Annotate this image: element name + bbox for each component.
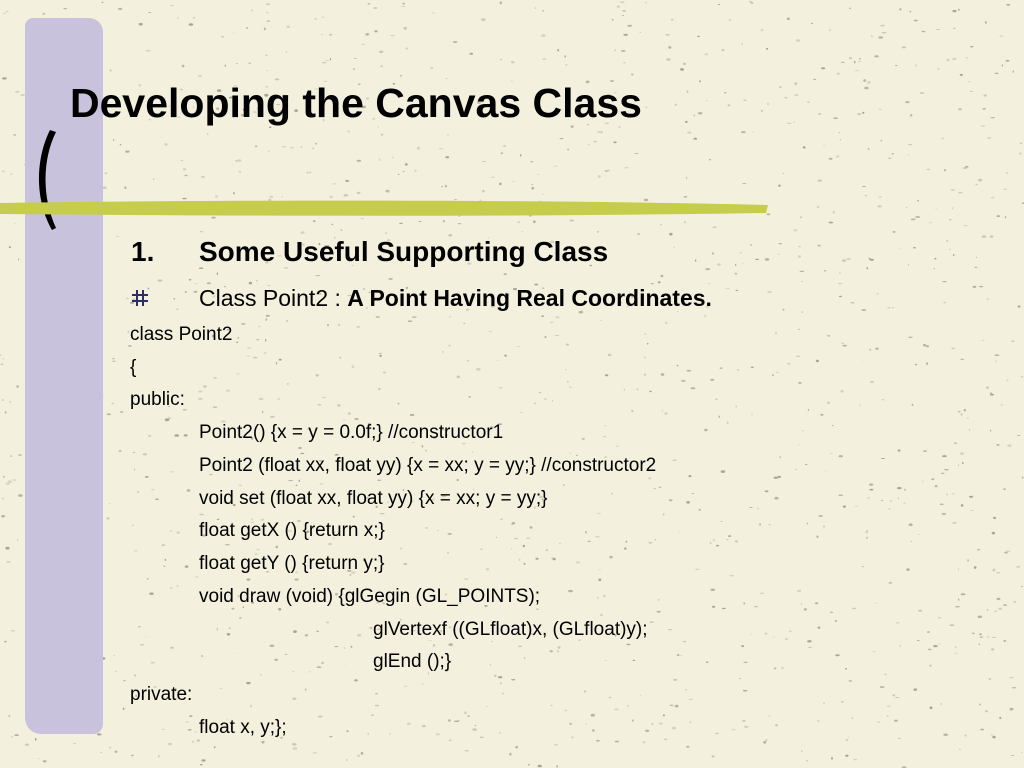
code-line: void set (float xx, float yy) {x = xx; y = yy;} — [199, 488, 548, 509]
code-line: public: — [130, 389, 185, 410]
heading-text: Some Useful Supporting Class — [199, 236, 609, 267]
code-line: { — [130, 357, 137, 378]
code-line: float getY () {return y;} — [199, 553, 385, 574]
checkered-bullet-icon — [131, 289, 149, 307]
code-line: float x, y;}; — [199, 717, 287, 738]
slide-title: Developing the Canvas Class — [70, 80, 642, 126]
green-divider-stroke — [0, 196, 770, 220]
heading-number: 1. — [131, 236, 155, 267]
code-line: void draw (void) {glGegin (GL_POINTS); — [199, 586, 541, 607]
bullet-prefix: Class Point2 : — [199, 285, 348, 311]
code-line: private: — [130, 684, 193, 705]
code-line: class Point2 — [130, 324, 233, 345]
code-line: glVertexf ((GLfloat)x, (GLfloat)y); — [373, 619, 648, 640]
bullet-item — [199, 285, 712, 312]
code-line: glEnd ();} — [373, 651, 452, 672]
bullet-emphasis: A Point Having Real Coordinates. — [347, 285, 712, 311]
code-line: Point2 (float xx, float yy) {x = xx; y = yy;} //constructor2 — [199, 455, 657, 476]
code-line: Point2() {x = y = 0.0f;} //constructor1 — [199, 422, 504, 443]
code-line: float getX () {return x;} — [199, 520, 385, 541]
